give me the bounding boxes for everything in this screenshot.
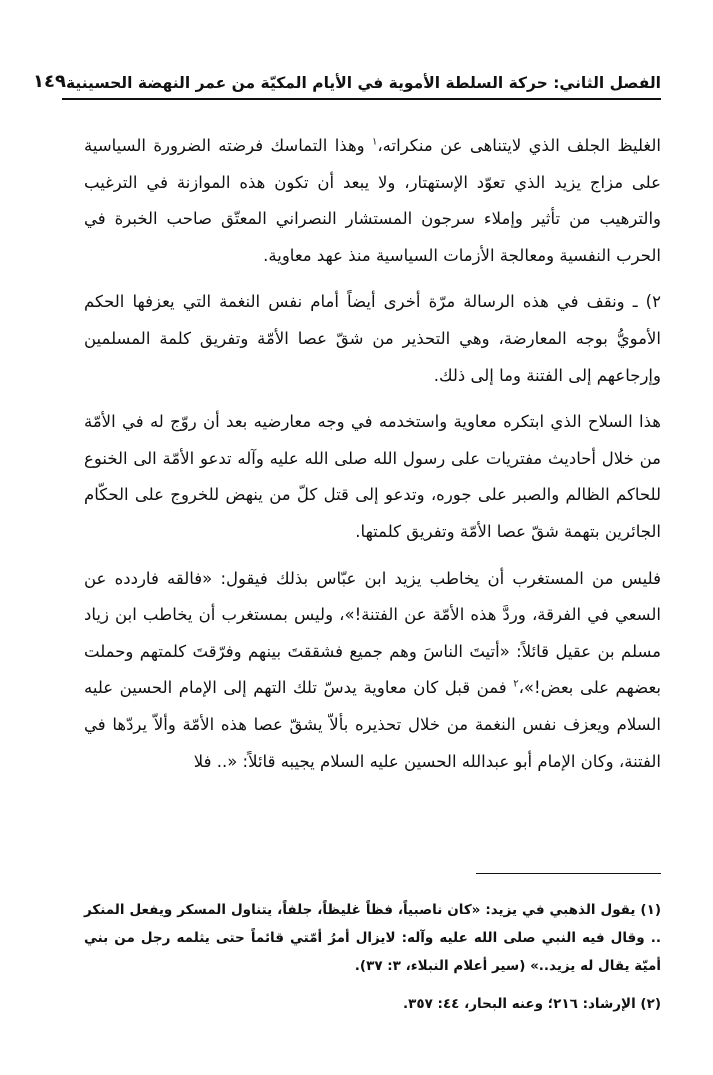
main-text (84, 128, 661, 780)
footnote-ref: ١ (371, 136, 378, 148)
footnotes (84, 896, 661, 1018)
paragraph-text: فمن قبل كان معاوية يدسّ تلك التهم إلى الإمام الحسين عليه السلام ويعزف نفس النغمة من خلال تحذيره بألاّ يشقّ عصا هذه الأمّة وألاّ يردّها في الفتنة، وكان الإمام أبو عبدالله الحسين عليه السلام يجيبه قائلاً: «.. فلا (84, 678, 661, 771)
footnote-ref: ٢ (513, 678, 519, 690)
footnote-divider (476, 873, 661, 874)
running-header (33, 58, 661, 100)
paragraph-text: الغليظ الجلف الذي لايتناهى عن منكراته، (377, 136, 662, 155)
paragraph-text: هذا السلاح الذي ابتكره معاوية واستخدمه في وجه معارضيه بعد أن روّج له في الأمّة من خلال أحاديث مفتريات على رسول الله صلى الله عليه وآله تدعو الأمّة الى الخنوع للحاكم الظالم والصبر على جوره، وتدعو إلى قتل كلّ من ينهض للخروج على الحكّام الجائرين بتهمة شقّ عصا الأمّة وتفريق كلمتها. (84, 412, 661, 541)
footnote: (٢) الإرشاد: ٢١٦؛ وعنه البحار، ٤٤: ٣٥٧. (402, 996, 661, 1012)
paragraph (84, 284, 661, 394)
paragraph (84, 404, 661, 550)
chapter-title: الفصل الثاني: حركة السلطة الأموية في الأيام المكيّة من عمر النهضة الحسينية (65, 74, 661, 92)
footnote: (١) يقول الذهبي في يزيد: «كان ناصبياً، فظاً غليظاً، جلفاً، يتناول المسكر ويفعل المنكر .. وقال فيه النبي صلى الله عليه وآله: لايزال أمرُ أمّتي قائماً حتى يثلمه رجل من بني أميّة يقال له يزيد..» (سير أعلام النبلاء، ٣: ٣٧). (84, 902, 661, 974)
paragraph-text: ٢) ـ ونقف في هذه الرسالة مرّة أخرى أيضاً أمام نفس النغمة التي يعزفها الحكم الأمويُّ بوجه المعارضة، وهي التحذير من شقّ عصا الأمّة وتفريق كلمة المسلمين وإرجاعهم إلى الفتنة وما إلى ذلك. (84, 292, 661, 385)
page-number: ١٤٩ (33, 71, 66, 92)
paragraph (84, 128, 661, 274)
paragraph-text: فليس من المستغرب أن يخاطب يزيد ابن عبّاس بذلك فيقول: «فالقه فاردده عن السعي في الفرقة، وردَّ هذه الأمّة عن الفتنة!»، وليس بمستغرب أن يخاطب ابن زياد مسلم بن عقيل قائلاً: «أتيتَ الناسَ وهم جميع فشققتَ بينهم وفرّقتَ كلمتهم وحملت بعضهم على بعض!»، (84, 568, 661, 698)
paragraph (84, 561, 661, 781)
paragraph-text: وهذا التماسك فرضته الضرورة السياسية على مزاج يزيد الذي تعوّد الإستهتار، ولا يبعد أن تكون هذه الموازنة في الترغيب والترهيب من تأثير وإملاء سرجون المستشار النصراني المعتّق صاحب الخبرة في الحرب النفسية ومعالجة الأزمات السياسية منذ عهد معاوية. (84, 136, 661, 265)
